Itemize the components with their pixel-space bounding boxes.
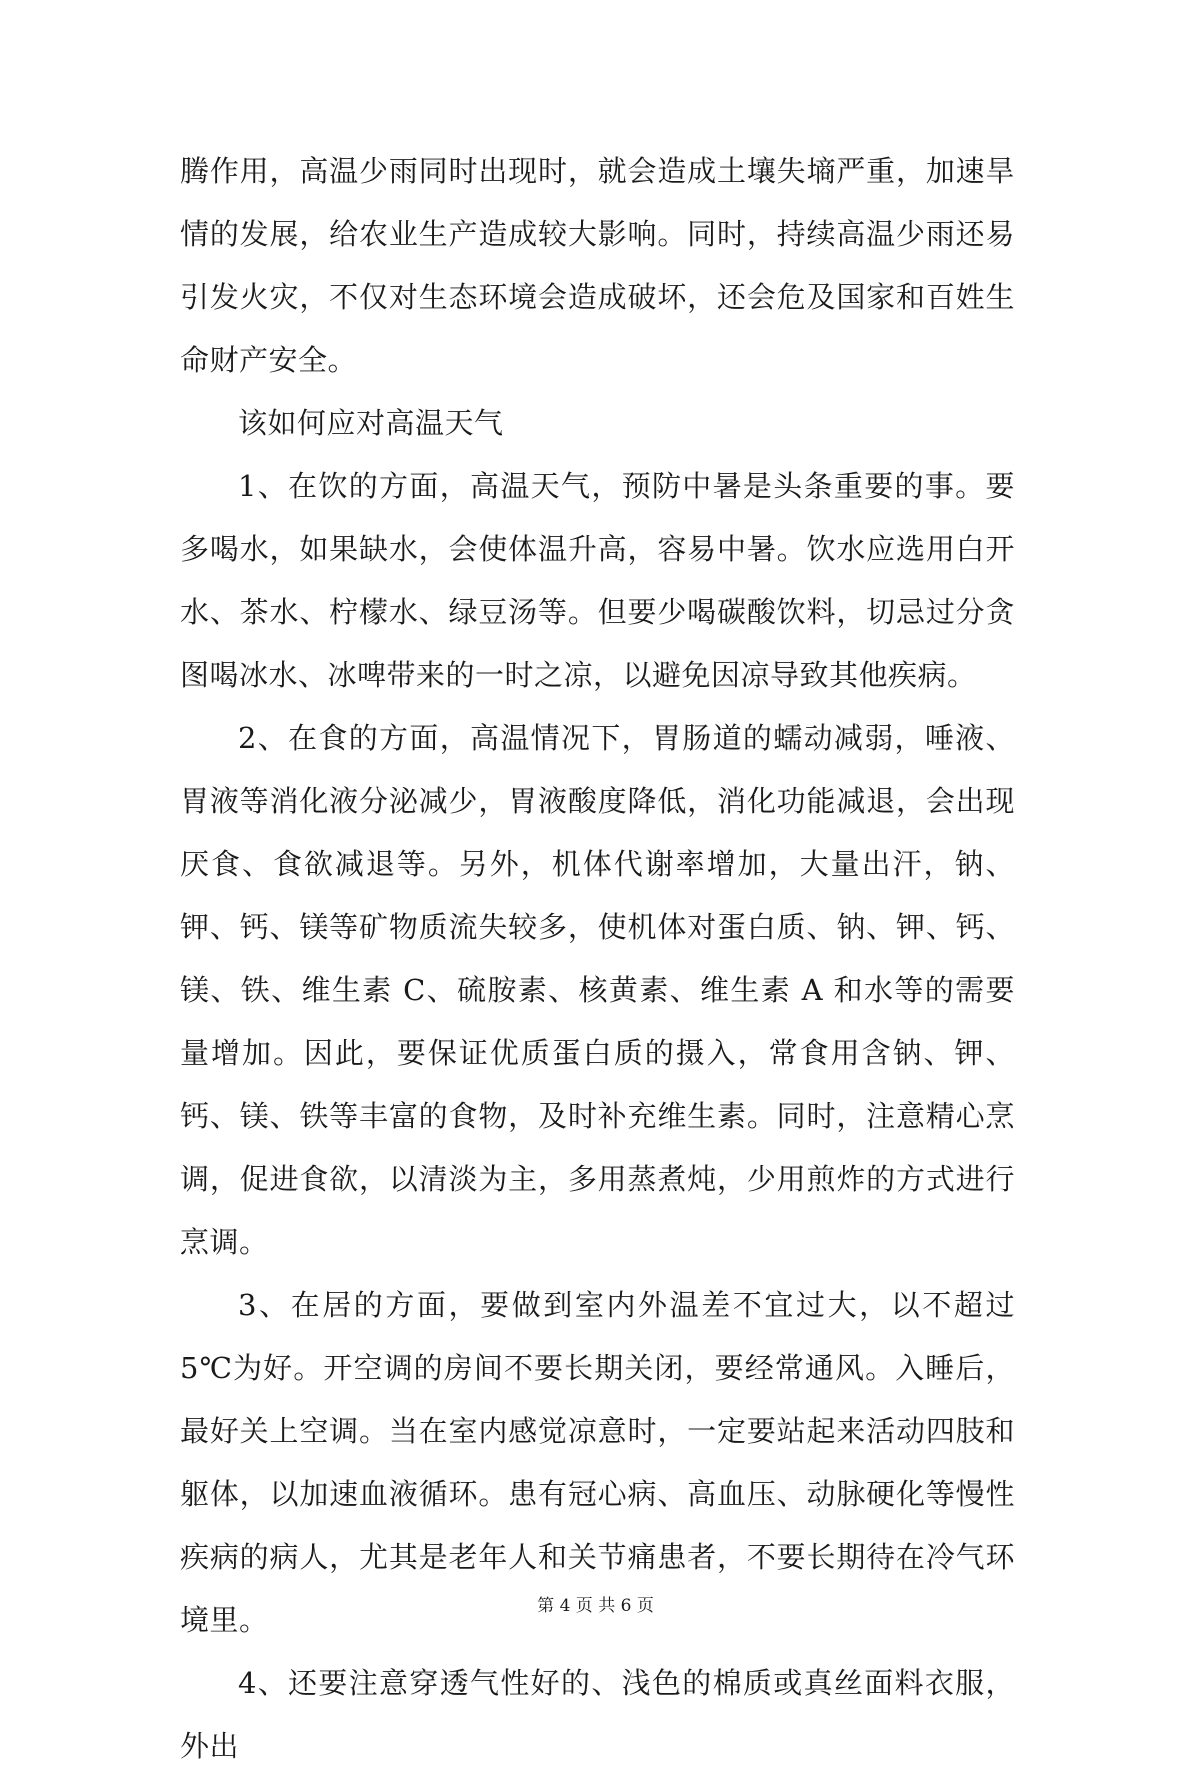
paragraph-housing: 3、在居的方面，要做到室内外温差不宜过大，以不超过 5℃为好。开空调的房间不要长期关闭，要经常通风。入睡后，最好关上空调。当在室内感觉凉意时，一定要站起来活动四肢和躯体，以加速血液循环。患有冠心病、高血压、动脉硬化等慢性疾病的病人，尤其是老年人和关节痛患者，不要长期待在冷气环境里。 bbox=[180, 1288, 1015, 1637]
paragraph-drink: 1、在饮的方面，高温天气，预防中暑是头条重要的事。要多喝水，如果缺水，会使体温升高，容易中暑。饮水应选用白开水、茶水、柠檬水、绿豆汤等。但要少喝碳酸饮料，切忌过分贪图喝冰水、冰啤带来的一时之凉，以避免因凉导致其他疾病。 bbox=[180, 469, 1015, 692]
page-footer: 第 4 页 共 6 页 bbox=[537, 1596, 654, 1616]
paragraph-continued: 腾作用，高温少雨同时出现时，就会造成土壤失墒严重，加速旱情的发展，给农业生产造成较大影响。同时，持续高温少雨还易引发火灾，不仅对生态环境会造成破坏，还会危及国家和百姓生命财产安全。 bbox=[180, 154, 1015, 377]
paragraph-clothing: 4、还要注意穿透气性好的、浅色的棉质或真丝面料衣服，外出 bbox=[180, 1666, 1015, 1763]
section-heading: 该如何应对高温天气 bbox=[238, 406, 504, 440]
paragraph-food: 2、在食的方面，高温情况下，胃肠道的蠕动减弱，唾液、胃液等消化液分泌减少，胃液酸度降低，消化功能减退，会出现厌食、食欲减退等。另外，机体代谢率增加，大量出汗，钠、钾、钙、镁等矿物质流失较多，使机体对蛋白质、钠、钾、钙、镁、铁、维生素 C、硫胺素、核黄素、维生素 A 和水等的需要量增加。因此，要保证优质蛋白质的摄入，常食用含钠、钾、钙、镁、铁等丰富的食物，及时补充维生素。同时，注意精心烹调，促进食欲，以清淡为主，多用蒸煮炖，少用煎炸的方式进行烹调。 bbox=[180, 721, 1015, 1259]
document-body bbox=[180, 140, 1015, 1778]
